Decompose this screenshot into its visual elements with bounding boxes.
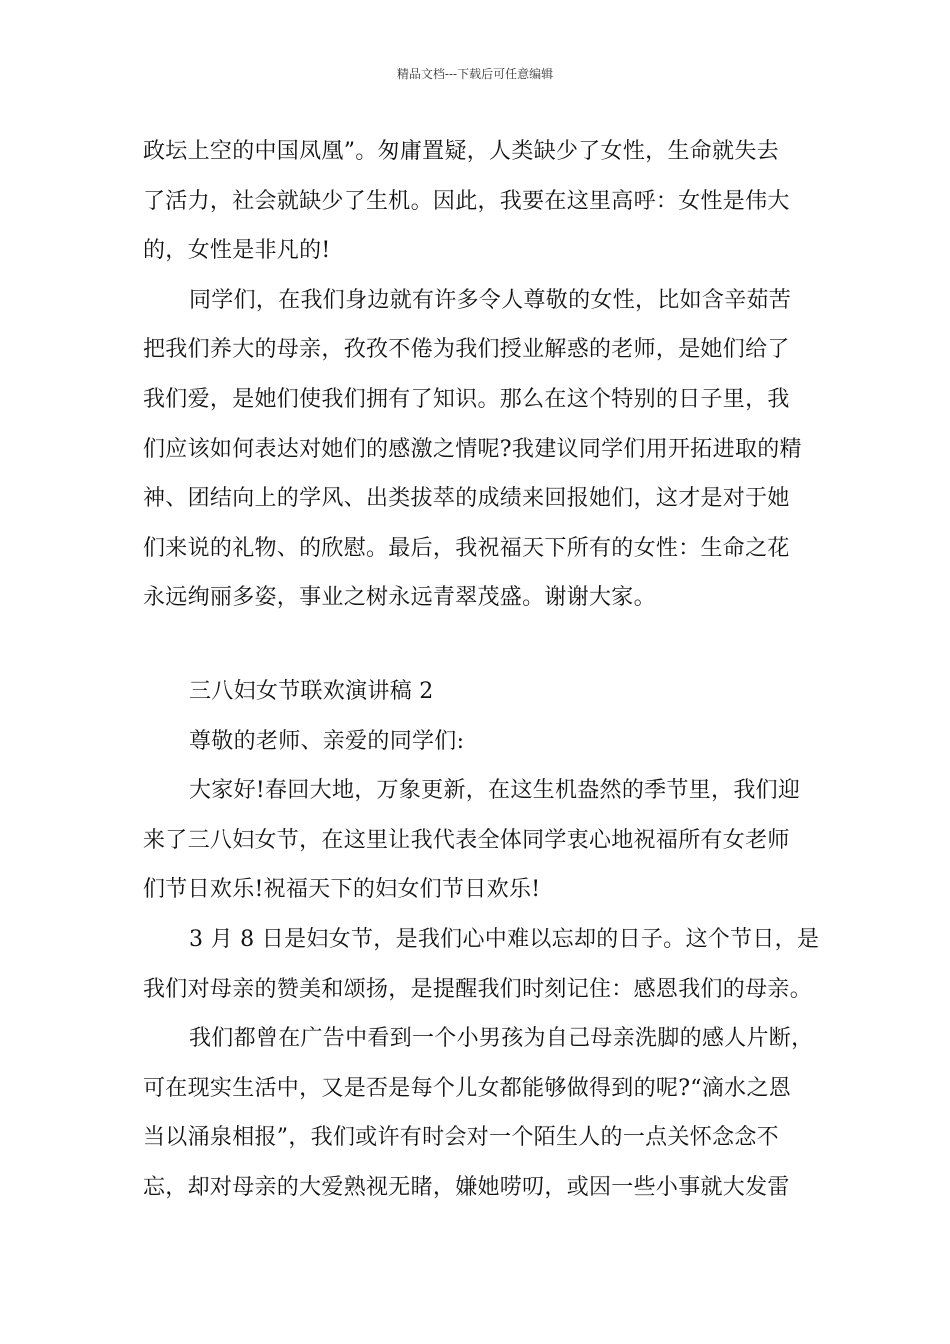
text-line: 我们对母亲的赞美和颂扬，是提醒我们时刻记住：感恩我们的母亲。 [143, 976, 813, 1002]
paragraph [143, 1014, 814, 1212]
paragraph [143, 127, 811, 276]
text-line: 了活力，社会就缺少了生机。因此，我要在这里高呼：女性是伟大 [143, 188, 790, 214]
text-line: 们来说的礼物、的欣慰。最后，我祝福天下所有的女性：生命之花 [143, 535, 790, 561]
text-line: 同学们，在我们身边就有许多令人尊敬的女性，比如含辛茹苦 [189, 287, 792, 313]
salutation: 尊敬的老师、亲爱的同学们: [189, 728, 465, 754]
text-line: 我们爱，是她们使我们拥有了知识。那么在这个特别的日子里，我 [143, 386, 790, 412]
text-line: 政坛上空的中国凤凰”。匆庸置疑，人类缺少了女性，生命就失去 [143, 139, 779, 164]
text-line: 来了三八妇女节，在这里让我代表全体同学衷心地祝福所有女老师 [143, 827, 790, 853]
text-line: 3 月 8 日是妇女节，是我们心中难以忘却的日子。这个节日，是 [189, 926, 820, 952]
text-line: 大家好!春回大地，万象更新，在这生机盎然的季节里，我们迎 [189, 778, 801, 804]
paragraph [143, 276, 811, 623]
paragraph [143, 915, 820, 1014]
text-line: 我们都曾在广告中看到一个小男孩为自己母亲洗脚的感人片断， [189, 1026, 814, 1052]
document-body [143, 127, 820, 1212]
text-line: 可在现实生活中，又是否是每个儿女都能够做得到的呢?“滴水之恩 [143, 1075, 792, 1101]
page-header: 精品文档---下载后可任意编辑 [396, 67, 554, 81]
text-line: 们节日欢乐!祝福天下的妇女们节日欢乐! [143, 877, 541, 903]
section-spacer [143, 623, 811, 667]
section-title: 三八妇女节联欢演讲稿 2 [189, 678, 434, 704]
text-line: 把我们养大的母亲，孜孜不倦为我们授业解惑的老师，是她们给了 [143, 337, 790, 363]
text-line: 忘，却对母亲的大爱熟视无睹，嫌她唠叨，或因一些小事就大发雷 [143, 1174, 790, 1200]
text-line: 永远绚丽多姿，事业之树永远青翠茂盛。谢谢大家。 [143, 585, 656, 611]
paragraph [143, 766, 811, 915]
text-line: 们应该如何表达对她们的感激之情呢?我建议同学们用开拓进取的精 [143, 436, 802, 462]
text-line: 当以涌泉相报”，我们或许有时会对一个陌生人的一点关怀念念不 [143, 1125, 779, 1151]
text-line: 神、团结向上的学风、出类拔萃的成绩来回报她们，这才是对于她 [143, 486, 790, 512]
text-line: 的，女性是非凡的! [143, 238, 331, 264]
